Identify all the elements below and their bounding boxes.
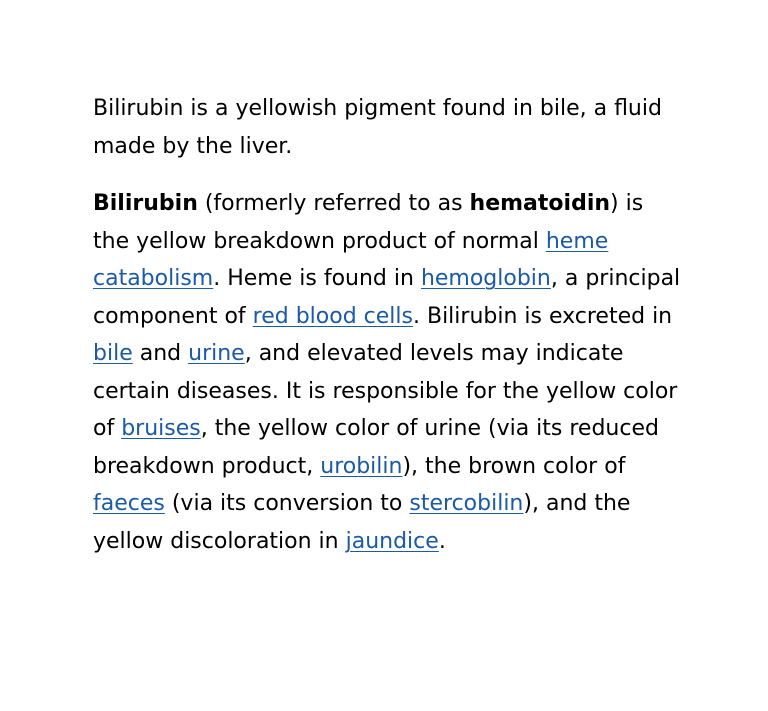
text-span: ) is the yellow breakdown product of normal (93, 191, 644, 254)
link-stercobilin[interactable]: stercobilin (409, 491, 524, 516)
text-span: ), the brown color of (402, 453, 626, 479)
main-paragraph (93, 185, 683, 560)
article-body (93, 90, 683, 560)
link-urobilin[interactable]: urobilin (320, 453, 403, 479)
link-heme-catabolism[interactable]: heme catabolism (93, 228, 609, 291)
text-span: , a principal component of (93, 266, 681, 329)
link-urine[interactable]: urine (188, 341, 245, 366)
link-bile[interactable]: bile (93, 341, 133, 366)
text-span: . Heme is found in (213, 266, 421, 291)
text-span: (formerly referred to as (197, 191, 470, 216)
link-red-blood-cells[interactable]: red blood cells (252, 303, 413, 329)
text-span: , and elevated levels may indicate certain diseases. It is responsible for the yellow color of (93, 341, 678, 441)
text-span: ), and the yellow discoloration in (93, 491, 631, 554)
text-span: and (132, 341, 189, 366)
link-bruises[interactable]: bruises (121, 416, 201, 441)
link-faeces[interactable]: faeces (93, 491, 165, 516)
link-jaundice[interactable]: jaundice (345, 528, 439, 554)
text-span: (via its conversion to (164, 491, 410, 516)
term-hematoidin: hematoidin (469, 191, 611, 216)
text-span: . (438, 528, 446, 554)
text-span: . Bilirubin is excreted in (412, 303, 673, 329)
intro-paragraph: Bilirubin is a yellowish pigment found in bile, a fluid made by the liver. (93, 96, 662, 159)
text-span: , the yellow color of urine (via its reduced breakdown product, (93, 416, 659, 479)
link-hemoglobin[interactable]: hemoglobin (420, 266, 551, 291)
term-bilirubin: Bilirubin (93, 191, 198, 216)
